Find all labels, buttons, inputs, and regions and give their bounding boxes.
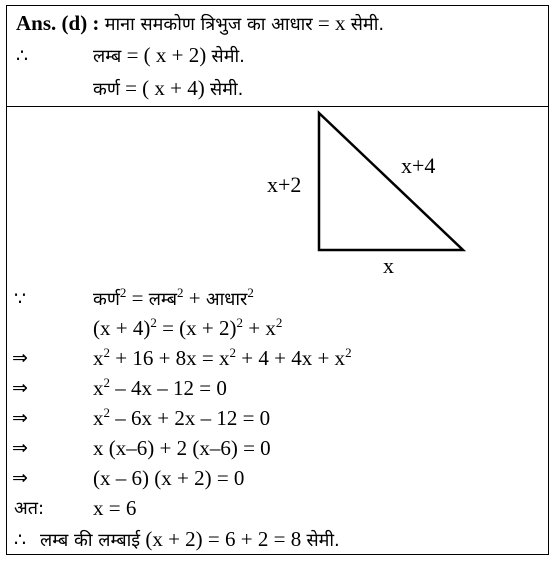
final-answer-line	[40, 529, 340, 550]
eq3-rest: – 4x – 12 = 0	[110, 376, 227, 400]
label-vertical-side: x+2	[267, 172, 302, 197]
hyp-equation: = ( x + 4)	[125, 76, 205, 100]
equation-2: $x^2 + 16 + 8x = x^2 + 4 + 4x + x^2$	[93, 345, 352, 370]
intro-equation: = x	[317, 11, 346, 35]
sq-1: 2	[119, 285, 127, 300]
because-symbol: ∵	[14, 288, 27, 310]
equation-7: x = 6	[93, 496, 137, 520]
eq3-x: x	[93, 376, 104, 400]
hyp-hindi: कर्ण	[93, 79, 120, 100]
equation-4: $x^2 - 6x + 2x - 12 = 0$	[93, 405, 271, 430]
equation-1: $(x + 4)^2 = (x + 2)^2 + x^2$	[93, 315, 283, 340]
pyth-base: आधार	[205, 289, 248, 310]
implies-symbol-3: ⇒	[12, 407, 28, 429]
intro-hindi: माना समकोण त्रिभुज का आधार	[104, 14, 313, 35]
final-equation: (x + 2) = 6 + 2 = 8	[145, 527, 302, 551]
right-triangle	[319, 113, 463, 250]
pyth-perp: लम्ब	[148, 289, 178, 310]
perp-unit: सेमी.	[211, 46, 245, 67]
pyth-equals: =	[131, 286, 144, 310]
equation-5: x (x–6) + 2 (x–6) = 0	[93, 436, 271, 460]
implies-symbol-2: ⇒	[12, 377, 28, 399]
final-therefore-symbol: ∴	[14, 529, 27, 551]
implies-symbol-4: ⇒	[12, 437, 28, 459]
intro-unit: सेमी.	[350, 14, 385, 35]
final-hindi: लम्ब की लम्बाई	[40, 530, 141, 551]
implies-symbol-1: ⇒	[12, 347, 28, 369]
perp-equation: = ( x + 2)	[126, 43, 207, 67]
perp-hindi: लम्ब	[93, 46, 122, 67]
pyth-plus: +	[188, 286, 201, 310]
hyp-unit: सेमी.	[210, 79, 244, 100]
final-unit: सेमी.	[306, 530, 340, 551]
pythagoras-statement	[93, 285, 254, 310]
ata-label: अत:	[14, 498, 45, 519]
label-base: x	[383, 253, 394, 278]
answer-label: Ans. (d) :	[16, 11, 100, 35]
label-hypotenuse: x+4	[401, 153, 436, 178]
implies-symbol-5: ⇒	[12, 467, 28, 489]
therefore-symbol: ∴	[16, 45, 29, 67]
equation-6: (x – 6) (x + 2) = 0	[93, 466, 245, 490]
equation-3: $x^2 - 4x - 12 = 0$	[93, 375, 227, 400]
sq-3: 2	[247, 285, 254, 300]
sq-2: 2	[177, 285, 184, 300]
pyth-hyp: कर्ण	[93, 289, 120, 310]
